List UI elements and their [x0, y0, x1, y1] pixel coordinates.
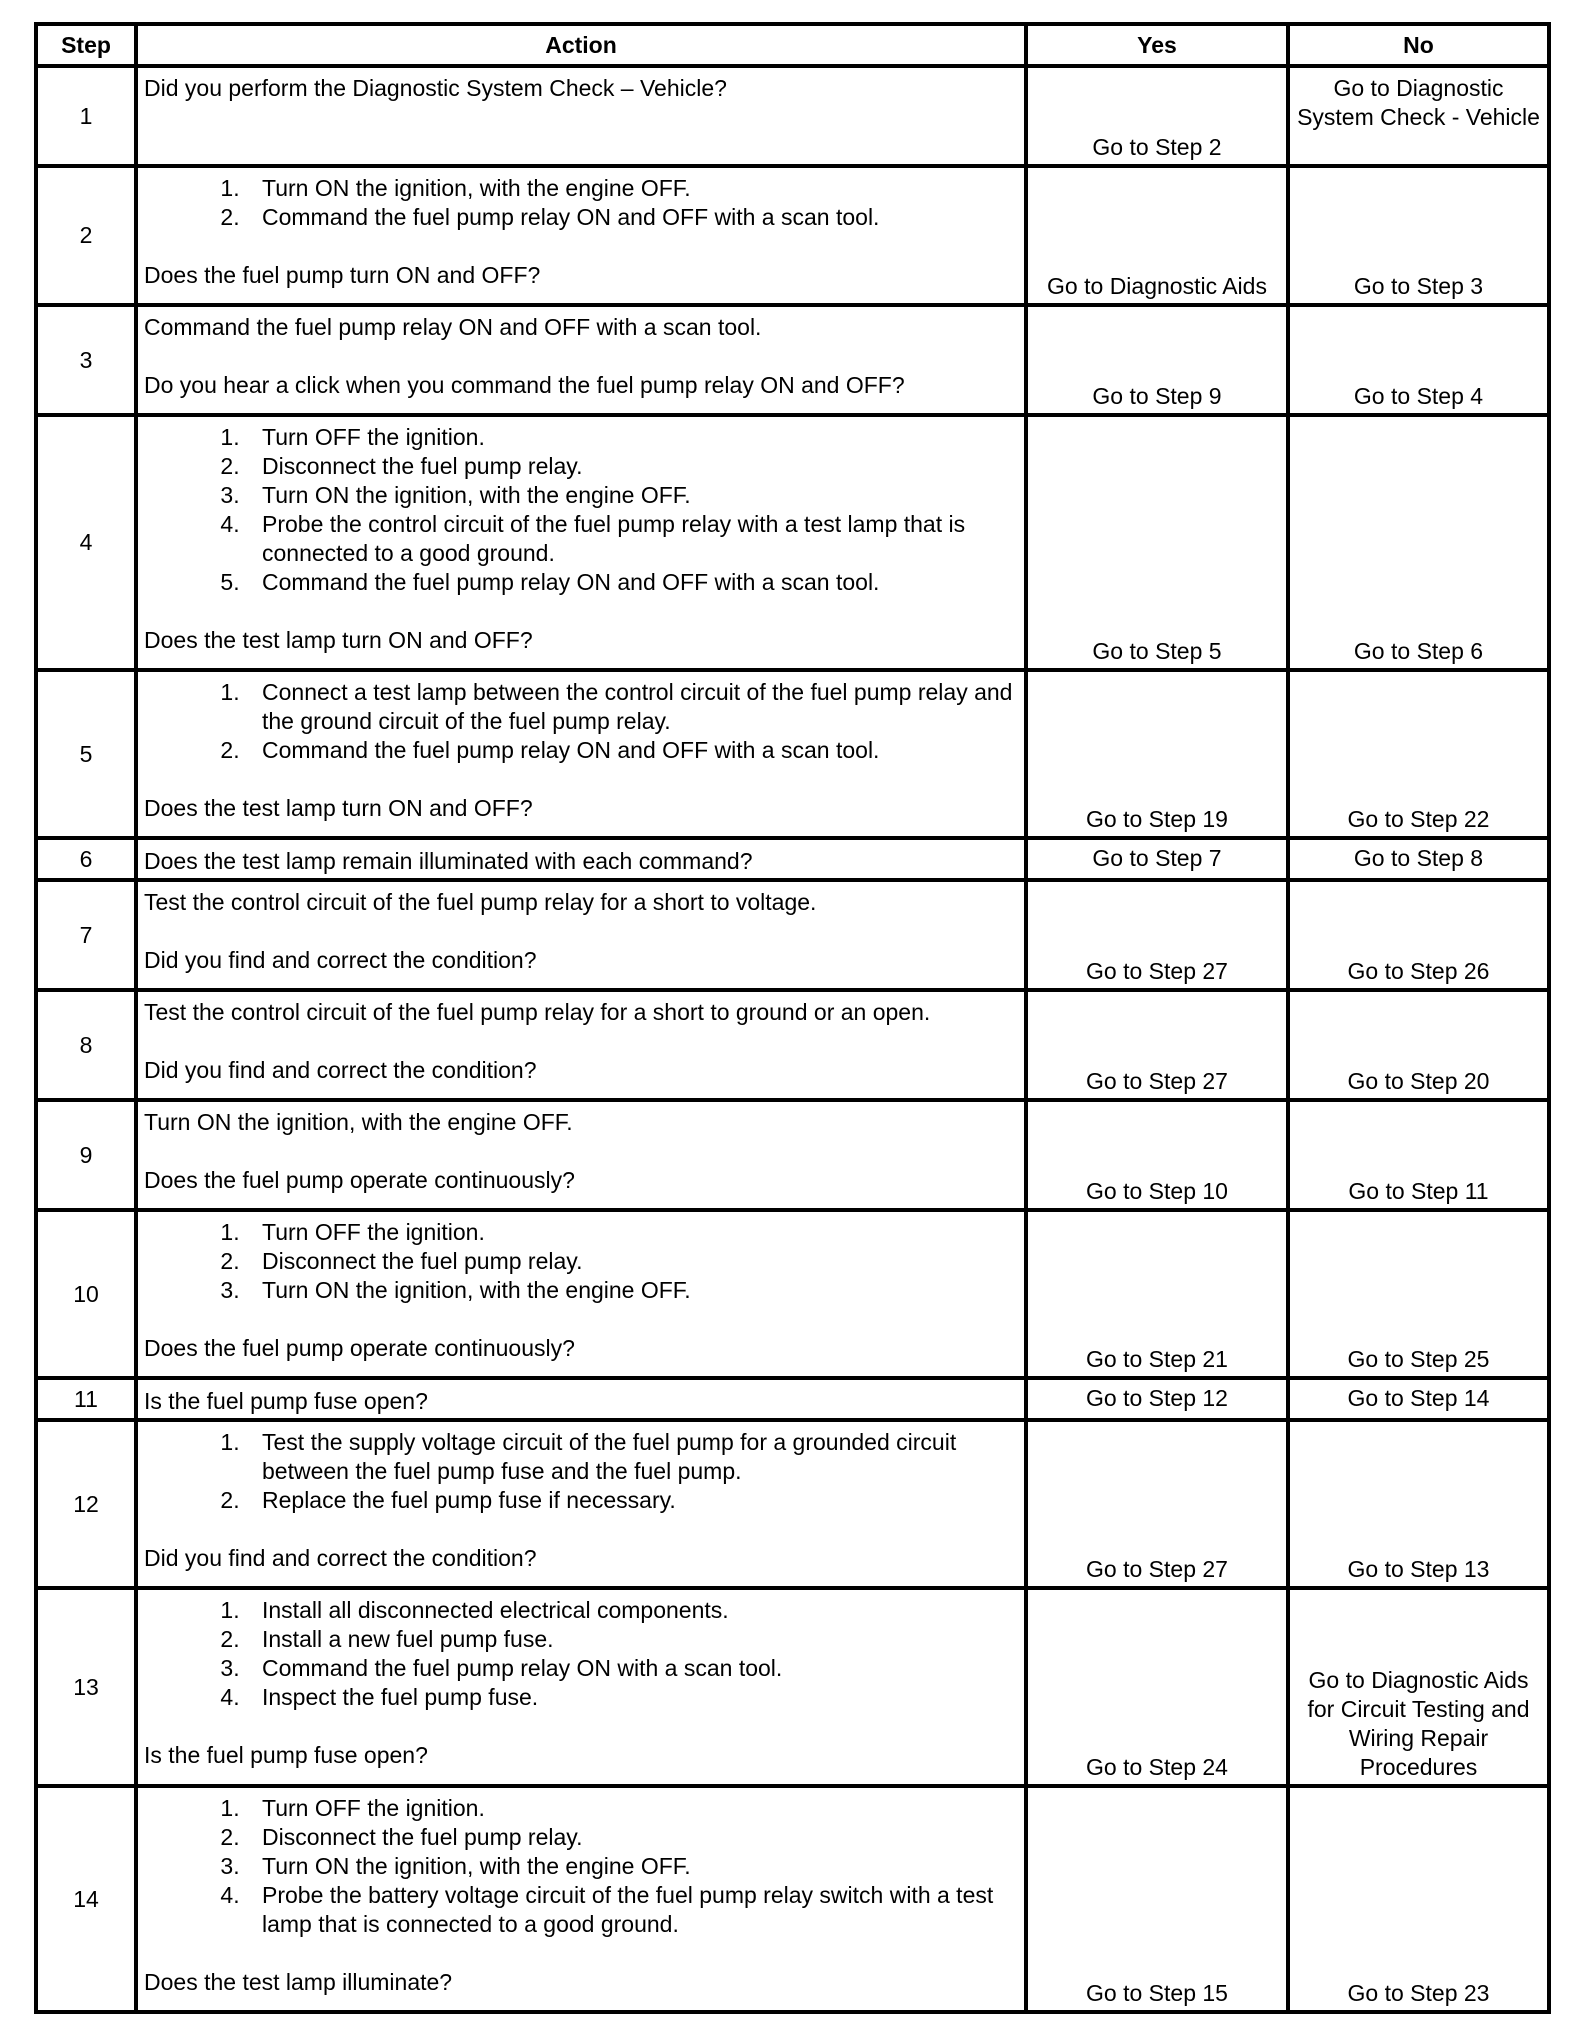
question-text: Did you find and correct the condition? [144, 947, 537, 973]
yes-cell: Go to Step 12 [1026, 1378, 1288, 1420]
yes-cell: Go to Step 27 [1026, 1420, 1288, 1588]
action-cell [136, 880, 1026, 990]
table-row [36, 880, 1549, 990]
table-row [36, 1786, 1549, 2012]
question-text: Does the test lamp illuminate? [144, 1969, 453, 1995]
yes-cell: Go to Step 15 [1026, 1786, 1288, 2012]
substep-item: 1. Install all disconnected electrical components. [246, 1596, 1020, 1625]
no-cell: Go to Step 11 [1288, 1100, 1549, 1210]
table-row [36, 1100, 1549, 1210]
yes-cell: Go to Step 10 [1026, 1100, 1288, 1210]
yes-cell: Go to Step 27 [1026, 990, 1288, 1100]
no-cell: Go to Step 6 [1288, 415, 1549, 670]
diagnostic-table [34, 22, 1551, 2014]
no-cell: Go to Diagnostic System Check - Vehicle [1288, 66, 1549, 166]
table-row [36, 670, 1549, 838]
no-cell: Go to Step 20 [1288, 990, 1549, 1100]
step-number: 1 [36, 66, 136, 166]
header-yes: Yes [1026, 24, 1288, 66]
action-cell [136, 415, 1026, 670]
substep-item: 4. Inspect the fuel pump fuse. [246, 1683, 1020, 1712]
table-row [36, 838, 1549, 880]
yes-cell: Go to Step 2 [1026, 66, 1288, 166]
no-cell: Go to Step 8 [1288, 838, 1549, 880]
action-cell [136, 1420, 1026, 1588]
action-text: Does the test lamp remain illuminated with each command? [144, 847, 753, 874]
step-number: 6 [36, 838, 136, 880]
header-no: No [1288, 24, 1549, 66]
no-cell: Go to Step 14 [1288, 1378, 1549, 1420]
no-cell: Go to Step 23 [1288, 1786, 1549, 2012]
question-text: Do you hear a click when you command the fuel pump relay ON and OFF? [144, 372, 905, 398]
action-text: Test the control circuit of the fuel pump relay for a short to voltage. [144, 889, 817, 915]
step-number: 5 [36, 670, 136, 838]
table-row [36, 1588, 1549, 1786]
no-cell: Go to Step 3 [1288, 166, 1549, 305]
yes-cell: Go to Diagnostic Aids [1026, 166, 1288, 305]
header-row [36, 24, 1549, 66]
step-number: 11 [36, 1378, 136, 1420]
no-cell: Go to Step 13 [1288, 1420, 1549, 1588]
action-cell [136, 1210, 1026, 1378]
action-cell [136, 670, 1026, 838]
question-text: Does the test lamp turn ON and OFF? [144, 627, 533, 653]
question-text: Does the test lamp turn ON and OFF? [144, 795, 533, 821]
substep-list [144, 678, 1020, 765]
substep-item: 3. Turn ON the ignition, with the engine OFF. [246, 1852, 1020, 1881]
yes-cell: Go to Step 24 [1026, 1588, 1288, 1786]
action-cell [136, 66, 1026, 166]
substep-list [144, 1428, 1020, 1515]
substep-item: 2. Disconnect the fuel pump relay. [246, 452, 1020, 481]
no-cell: Go to Step 22 [1288, 670, 1549, 838]
action-text: Did you perform the Diagnostic System Check – Vehicle? [144, 75, 727, 101]
table-row [36, 166, 1549, 305]
substep-list [144, 423, 1020, 597]
step-number: 13 [36, 1588, 136, 1786]
substep-list [144, 174, 1020, 232]
substep-item: 2. Replace the fuel pump fuse if necessary. [246, 1486, 1020, 1515]
yes-cell: Go to Step 21 [1026, 1210, 1288, 1378]
no-cell: Go to Step 25 [1288, 1210, 1549, 1378]
question-text: Is the fuel pump fuse open? [144, 1742, 428, 1768]
action-text: Test the control circuit of the fuel pump relay for a short to ground or an open. [144, 999, 931, 1025]
table-row [36, 66, 1549, 166]
substep-item: 4. Probe the control circuit of the fuel pump relay with a test lamp that is connected to a good ground. [246, 510, 1020, 568]
substep-item: 1. Turn OFF the ignition. [246, 423, 1020, 452]
action-cell [136, 166, 1026, 305]
substep-item: 2. Disconnect the fuel pump relay. [246, 1823, 1020, 1852]
action-cell [136, 1100, 1026, 1210]
step-number: 14 [36, 1786, 136, 2012]
step-number: 4 [36, 415, 136, 670]
action-cell [136, 305, 1026, 415]
substep-item: 1. Test the supply voltage circuit of the fuel pump for a grounded circuit between the fuel pump fuse and the fuel pump. [246, 1428, 1020, 1486]
substep-item: 2. Disconnect the fuel pump relay. [246, 1247, 1020, 1276]
step-number: 2 [36, 166, 136, 305]
substep-item: 2. Command the fuel pump relay ON and OFF with a scan tool. [246, 203, 1020, 232]
substep-item: 5. Command the fuel pump relay ON and OFF with a scan tool. [246, 568, 1020, 597]
question-text: Did you find and correct the condition? [144, 1545, 537, 1571]
step-number: 10 [36, 1210, 136, 1378]
table-row [36, 415, 1549, 670]
question-text: Does the fuel pump turn ON and OFF? [144, 262, 541, 288]
substep-item: 3. Command the fuel pump relay ON with a scan tool. [246, 1654, 1020, 1683]
substep-item: 3. Turn ON the ignition, with the engine OFF. [246, 1276, 1020, 1305]
action-cell [136, 1378, 1026, 1420]
step-number: 8 [36, 990, 136, 1100]
action-text: Is the fuel pump fuse open? [144, 1387, 428, 1414]
action-text: Turn ON the ignition, with the engine OFF. [144, 1109, 573, 1135]
no-cell: Go to Step 26 [1288, 880, 1549, 990]
substep-item: 2. Install a new fuel pump fuse. [246, 1625, 1020, 1654]
action-text: Command the fuel pump relay ON and OFF with a scan tool. [144, 314, 762, 340]
question-text: Does the fuel pump operate continuously? [144, 1335, 575, 1361]
substep-item: 1. Turn OFF the ignition. [246, 1218, 1020, 1247]
table-row [36, 1420, 1549, 1588]
yes-cell: Go to Step 9 [1026, 305, 1288, 415]
yes-cell: Go to Step 27 [1026, 880, 1288, 990]
action-cell [136, 990, 1026, 1100]
step-number: 12 [36, 1420, 136, 1588]
step-number: 9 [36, 1100, 136, 1210]
action-cell [136, 1786, 1026, 2012]
substep-list [144, 1794, 1020, 1939]
substep-item: 4. Probe the battery voltage circuit of the fuel pump relay switch with a test lamp that is connected to a good ground. [246, 1881, 1020, 1939]
table-row [36, 1378, 1549, 1420]
action-cell [136, 1588, 1026, 1786]
yes-cell: Go to Step 19 [1026, 670, 1288, 838]
no-cell: Go to Step 4 [1288, 305, 1549, 415]
substep-item: 1. Turn OFF the ignition. [246, 1794, 1020, 1823]
question-text: Does the fuel pump operate continuously? [144, 1167, 575, 1193]
step-number: 7 [36, 880, 136, 990]
no-cell: Go to Diagnostic Aids for Circuit Testing and Wiring Repair Procedures [1288, 1588, 1549, 1786]
question-text: Did you find and correct the condition? [144, 1057, 537, 1083]
substep-item: 2. Command the fuel pump relay ON and OFF with a scan tool. [246, 736, 1020, 765]
header-step: Step [36, 24, 136, 66]
header-action: Action [136, 24, 1026, 66]
substep-list [144, 1218, 1020, 1305]
substep-item: 1. Connect a test lamp between the control circuit of the fuel pump relay and the ground circuit of the fuel pump relay. [246, 678, 1020, 736]
yes-cell: Go to Step 7 [1026, 838, 1288, 880]
table-row [36, 1210, 1549, 1378]
substep-item: 3. Turn ON the ignition, with the engine OFF. [246, 481, 1020, 510]
substep-list [144, 1596, 1020, 1712]
table-row [36, 305, 1549, 415]
substep-item: 1. Turn ON the ignition, with the engine OFF. [246, 174, 1020, 203]
table-row [36, 990, 1549, 1100]
action-cell [136, 838, 1026, 880]
yes-cell: Go to Step 5 [1026, 415, 1288, 670]
step-number: 3 [36, 305, 136, 415]
